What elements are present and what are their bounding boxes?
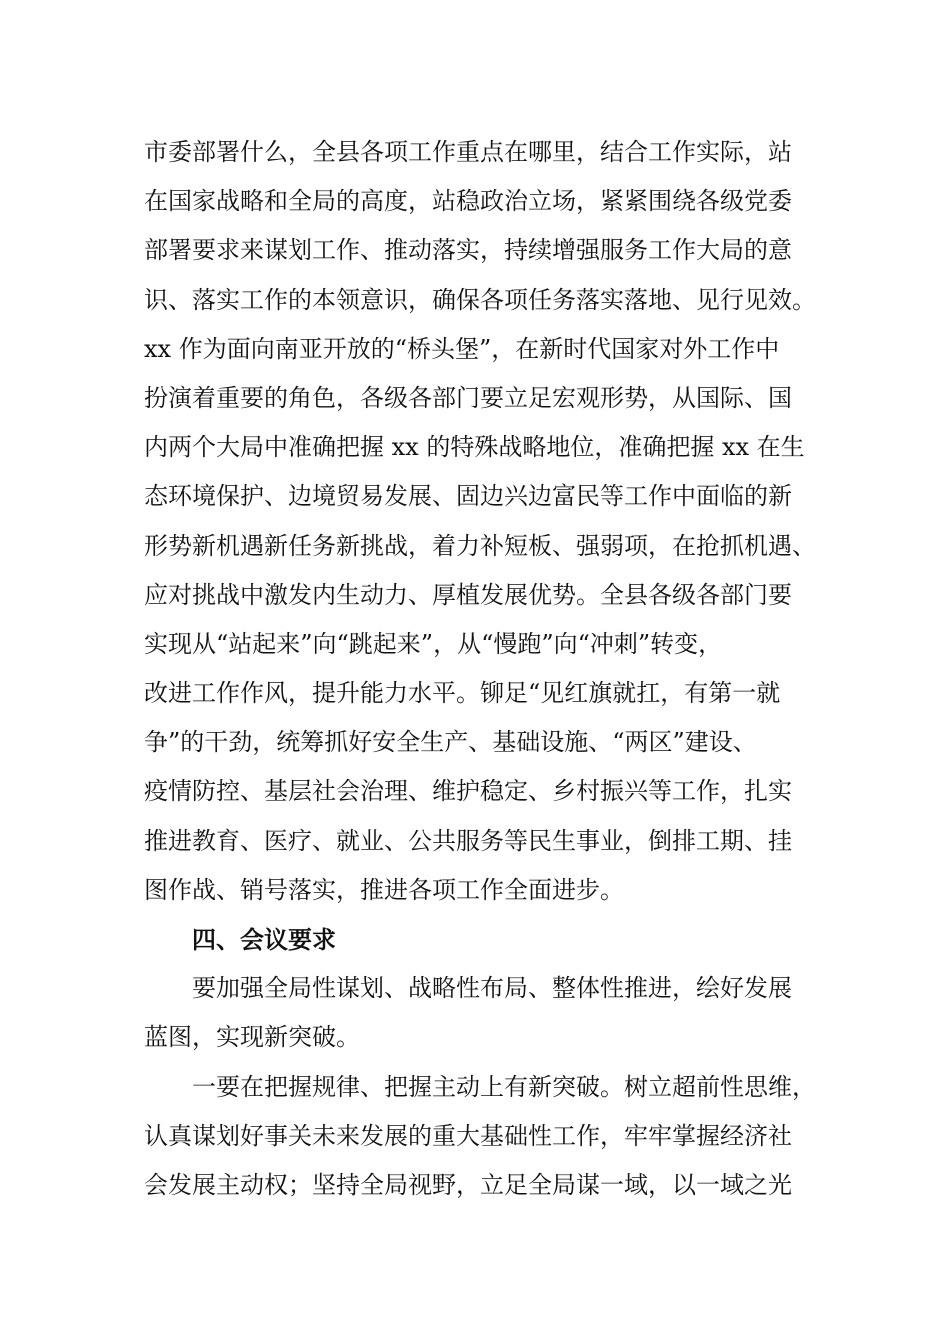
text-line: 扮演着重要的角色，各级各部门要立足宏观形势，从国际、国 — [144, 383, 792, 412]
document-body — [144, 128, 824, 1210]
paragraph-start-line: 一要在把握规律、把握主动上有新突破。树立超前性思维， — [192, 1072, 816, 1101]
text-line: 争”的干劲，统筹抓好安全生产、基础设施、“两区”建设、 — [144, 728, 757, 757]
text-line: 会发展主动权；坚持全局视野，立足全局谋一域，以一域之光 — [144, 1170, 792, 1199]
text-line: 改进工作作风，提升能力水平。铆足“见红旗就扛，有第一就 — [144, 679, 781, 708]
text-line: 实现从“站起来”向“跳起来”，从“慢跑”向“冲刺”转变， — [144, 629, 723, 658]
text-line: 态环境保护、边境贸易发展、固边兴边富民等工作中面临的新 — [144, 482, 792, 511]
text-line: 图作战、销号落实，推进各项工作全面进步。 — [144, 875, 624, 904]
section-heading: 四、会议要求 — [192, 925, 336, 954]
text-line: 应对挑战中激发内生动力、厚植发展优势。全县各级各部门要 — [144, 580, 792, 609]
text-line: 识、落实工作的本领意识，确保各项任务落实落地、见行见效。 — [144, 285, 816, 314]
text-line: 市委部署什么，全县各项工作重点在哪里，结合工作实际，站 — [144, 138, 792, 166]
text-line: 认真谋划好事关未来发展的重大基础性工作，牢牢掌握经济社 — [144, 1121, 792, 1150]
text-line: 在国家战略和全局的高度，站稳政治立场，紧紧围绕各级党委 — [144, 187, 792, 216]
text-line: 部署要求来谋划工作、推动落实，持续增强服务工作大局的意 — [144, 236, 792, 265]
text-line: 蓝图，实现新突破。 — [144, 1023, 360, 1052]
text-line: 形势新机遇新任务新挑战，着力补短板、强弱项，在抢抓机遇、 — [144, 531, 816, 560]
text-line: 推进教育、医疗、就业、公共服务等民生事业，倒排工期、挂 — [144, 826, 792, 855]
text-line: 疫情防控、基层社会治理、维护稳定、乡村振兴等工作，扎实 — [144, 777, 792, 806]
text-line: xx 作为面向南亚开放的“桥头堡”，在新时代国家对外工作中 — [144, 334, 780, 363]
text-line: 内两个大局中准确把握 xx 的特殊战略地位，准确把握 xx 在生 — [144, 433, 805, 462]
paragraph-start-line: 要加强全局性谋划、战略性布局、整体性推进，绘好发展 — [192, 974, 792, 1003]
